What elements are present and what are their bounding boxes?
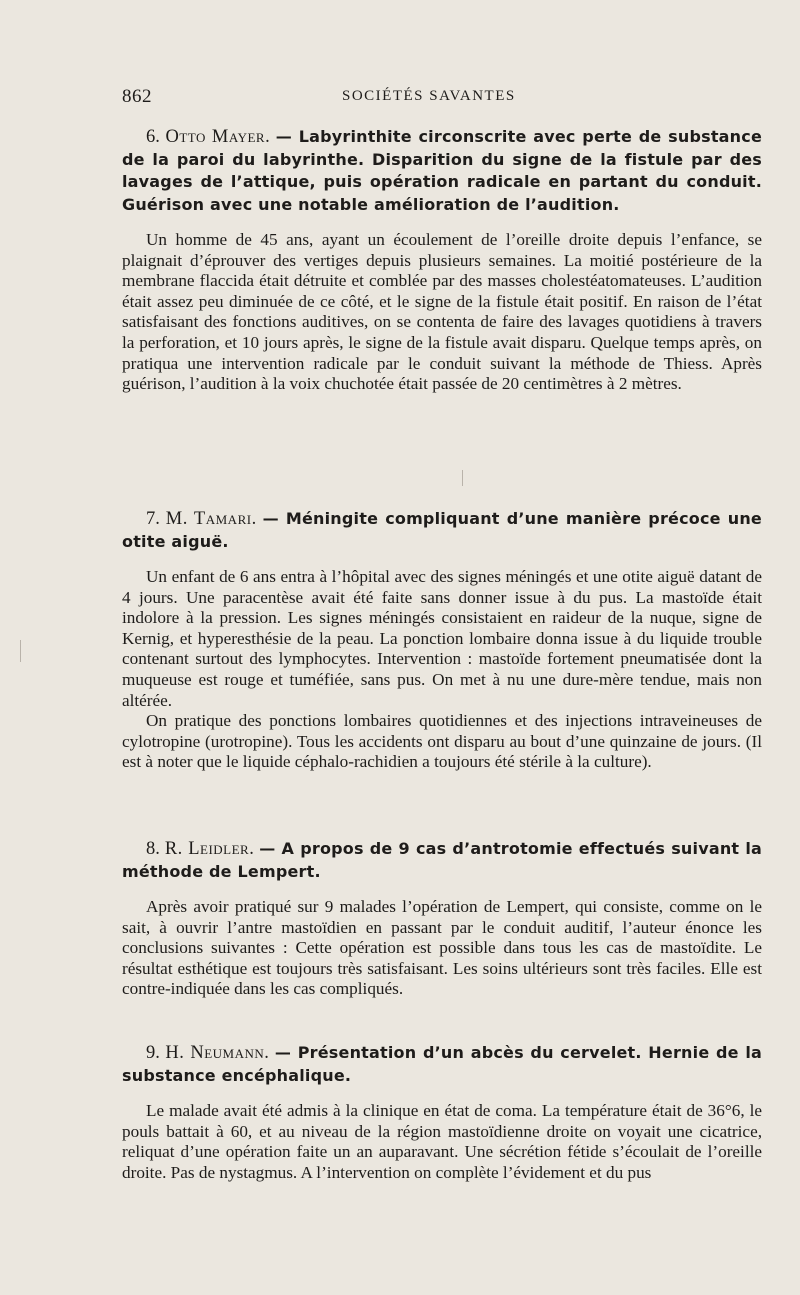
abstract-author: R. Leidler. xyxy=(164,839,255,859)
abstract-heading: — Présentation d’un abcès du cervelet. Hernie de la substance encéphalique. xyxy=(122,1043,763,1085)
paper-speck xyxy=(20,640,21,662)
abstract-title xyxy=(122,1042,762,1087)
abstract-heading: — Labyrinthite circonscrite avec perte de substance de la paroi du labyrinthe. Disparition du signe de la fistule par des lavages de l’attique, puis opération radicale en partant du conduit. Guérison avec une notable amélioration de l’audition. xyxy=(122,127,762,214)
page-header xyxy=(122,86,762,110)
abstract-8 xyxy=(122,838,762,1000)
abstract-title xyxy=(122,126,762,216)
running-head: SOCIÉTÉS SAVANTES xyxy=(342,88,516,104)
abstract-title xyxy=(122,508,762,553)
abstract-9 xyxy=(122,1042,762,1183)
abstract-number: 7. xyxy=(146,509,160,529)
abstract-6 xyxy=(122,126,762,395)
abstract-paragraph: On pratique des ponctions lombaires quotidiennes et des injections intraveineuses de cylotropine (urotropine). Tous les accidents ont disparu au bout d’une quinzaine de jours. (Il est à noter que le liquide céphalo-rachidien a toujours été stérile à la culture). xyxy=(122,711,762,772)
abstract-title xyxy=(122,838,762,883)
abstract-author: H. Neumann. xyxy=(165,1043,270,1063)
abstract-paragraph: Le malade avait été admis à la clinique en état de coma. La température était de 36°6, le pouls battait à 60, et au niveau de la région mastoïdienne droite on voyait une cicatrice, reliquat d’une opération faite un an auparavant. Une sécrétion fétide s’écoulait de l’oreille droite. Pas de nystagmus. A l’intervention on complète l’évidement et du pus xyxy=(122,1101,762,1182)
page-number: 862 xyxy=(122,86,152,107)
abstract-heading: — A propos de 9 cas d’antrotomie effectués suivant la méthode de Lempert. xyxy=(122,839,763,881)
abstract-number: 9. xyxy=(146,1043,160,1063)
abstract-paragraph: Un enfant de 6 ans entra à l’hôpital avec des signes méningés et une otite aiguë datant de 4 jours. Une paracentèse avait été faite sans donner issue à du pus. La mastoïde était indolore à la pression. Les signes méningés consistaient en raideur de la nuque, signe de Kernig, et hyperesthésie de la peau. La ponction lombaire donna issue à du liquide trouble contenant surtout des lymphocytes. Intervention : mastoïde fortement pneumatisée dont la muqueuse est rouge et tuméfiée, sans pus. On met à nu une dure-mère tendue, mais non altérée. xyxy=(122,567,762,710)
abstract-heading: — Méningite compliquant d’une manière précoce une otite aiguë. xyxy=(122,509,762,551)
abstract-author: M. Tamari. xyxy=(165,509,257,529)
abstract-author: Otto Mayer. xyxy=(165,127,271,147)
paper-speck xyxy=(462,470,463,486)
abstract-paragraph: Après avoir pratiqué sur 9 malades l’opération de Lempert, qui consiste, comme on le sait, à ouvrir l’antre mastoïdien en passant par le conduit auditif, l’auteur énonce les conclusions suivantes : Cette opération est possible dans tous les cas de mastoïdite. Le résultat esthétique est toujours très satisfaisant. Les soins ultérieurs sont très faciles. Elle est contre-indiquée dans les cas compliqués. xyxy=(122,897,762,999)
abstract-7 xyxy=(122,508,762,773)
abstract-number: 8. xyxy=(146,839,160,859)
abstract-number: 6. xyxy=(146,127,160,147)
abstract-paragraph: Un homme de 45 ans, ayant un écoulement de l’oreille droite depuis l’enfance, se plaignait d’éprouver des vertiges depuis plusieurs semaines. La moitié postérieure de la membrane flaccida était détruite et comblée par des masses cholestéatomateuses. L’audition était assez peu diminuée de ce côté, et le signe de la fistule était positif. En raison de l’état satisfaisant des fonctions auditives, on se contenta de faire des lavages quotidiens à travers la perforation, et 10 jours après, le signe de la fistule avait disparu. Quelque temps après, on pratiqua une intervention radicale par le conduit suivant la méthode de Thiess. Après guérison, l’audition à la voix chuchotée était passée de 20 centimètres à 2 mètres. xyxy=(122,230,762,394)
